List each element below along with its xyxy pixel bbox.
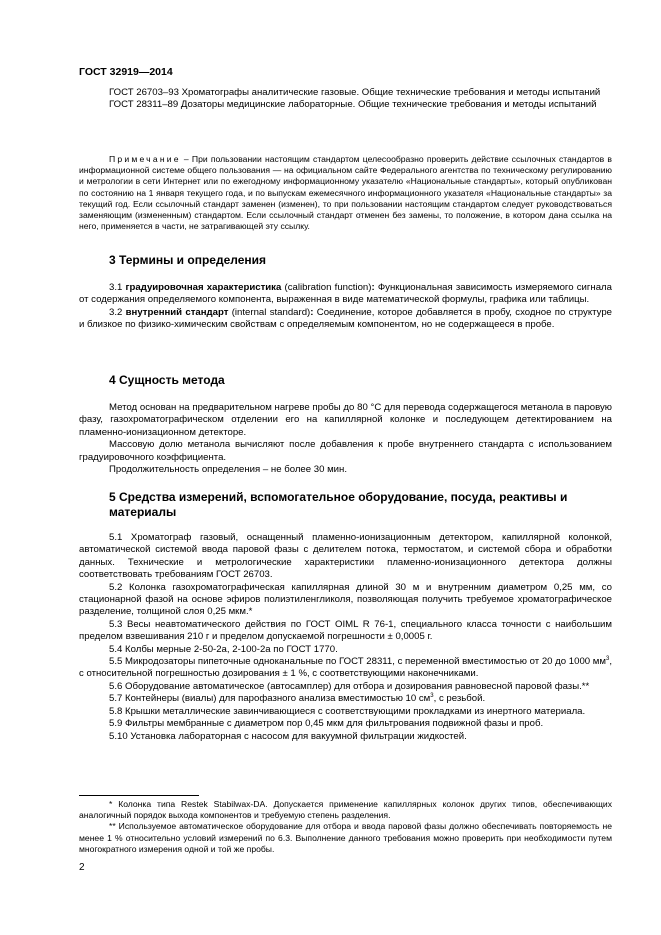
normative-references bbox=[79, 87, 612, 112]
term-number: 3.2 bbox=[109, 306, 126, 318]
note-paragraph bbox=[79, 154, 612, 232]
paragraph-text: 5.5 Микродозаторы пипеточные одноканальные по ГОСТ 28311, с переменной вместимостью от 20 до 1000 мм bbox=[109, 656, 606, 668]
paragraph: 5.2 Колонка газохроматографическая капиллярная длиной 30 м и внутренним диаметром 0,25 мм, со стационарной фазой на основе эфиров полиэтиленгликоля, позволяющая получить требуемое хроматографическое разделение, толщиной слоя 0,25 мкм.* bbox=[79, 581, 612, 618]
paragraph: 5.6 Оборудование автоматическое (автосамплер) для отбора и дозирования равновесной паровой фазы.** bbox=[109, 680, 590, 692]
term-number: 3.1 bbox=[109, 282, 126, 293]
footnote: * Колонка типа Restek Stabilwax-DA. Допускается применение капиллярных колонок других типов, обеспечивающих аналогичный порядок выхода компонентов и требуемую степень разделения. bbox=[79, 799, 612, 821]
term-text: Соединение, которое добавляется в пробу, сходное по структуре и близкое по физико-химическим свойствам с определяемым компонентом, но не содержащееся в пробе. bbox=[79, 306, 612, 331]
paragraph-text: , с резьбой. bbox=[433, 693, 486, 705]
paragraph: 5.10 Установка лабораторная с насосом для вакуумной фильтрации жидкостей. bbox=[109, 730, 467, 742]
section-3 bbox=[79, 253, 612, 332]
paragraph bbox=[79, 693, 612, 705]
term-colon: : bbox=[371, 282, 375, 293]
term-definition bbox=[79, 307, 612, 332]
term-name: градуировочная характеристика bbox=[125, 282, 282, 293]
paragraph: 5.9 Фильтры мембранные с диаметром пор 0,45 мкм для фильтрования подвижной фазы и проб. bbox=[109, 718, 544, 730]
term-name: внутренний стандарт bbox=[125, 306, 229, 318]
footnote: ** Используемое автоматическое оборудование для отбора и ввода паровой фазы должно обеспечивать повторяемость не менее 1 % относительно условий измерений по 6.3. Выполнение данного требования можно проверить при необходимости путем многократного измерения одной и той же пробы. bbox=[79, 821, 612, 854]
section-4 bbox=[79, 373, 612, 476]
paragraph: Продолжительность определения – не более 30 мин. bbox=[109, 464, 348, 476]
page-number: 2 bbox=[79, 862, 85, 873]
term-definition bbox=[79, 282, 612, 307]
reference-item: ГОСТ 26703–93 Хроматографы аналитические газовые. Общие технические требования и методы испытаний bbox=[109, 87, 601, 98]
paragraph bbox=[79, 656, 612, 681]
reference-item: ГОСТ 28311–89 Дозаторы медицинские лабораторные. Общие технические требования и методы испытаний bbox=[109, 99, 597, 111]
term-english: (internal standard) bbox=[228, 306, 311, 318]
note-block bbox=[79, 154, 612, 232]
standard-id: ГОСТ 32919—2014 bbox=[79, 66, 173, 78]
paragraph-text: , с относительной погрешностью дозирования ± 1 %, с соответствующими наконечниками. bbox=[79, 656, 612, 680]
paragraph: 5.3 Весы неавтоматического действия по ГОСТ OIML R 76-1, специального класса точности с наибольшим пределом взвешивания 210 г и пределом допускаемой погрешности ± 0,0005 г. bbox=[79, 618, 612, 643]
paragraph: 5.8 Крышки металлические завинчивающиеся с соответствующими прокладками из инертного материала. bbox=[109, 705, 586, 717]
term-text: Функциональная зависимость измеряемого сигнала от содержания определяемого компонента, выраженная в виде математической формулы, графика или таблицы. bbox=[79, 282, 612, 306]
paragraph-text: 5.7 Контейнеры (виалы) для парофазного анализа вместимостью 10 см bbox=[109, 693, 431, 705]
superscript: 3 bbox=[430, 693, 434, 700]
footnotes bbox=[79, 799, 612, 855]
note-label: Примечание bbox=[109, 154, 181, 164]
section-heading: 5 Средства измерений, вспомогательное оборудование, посуда, реактивы и материалы bbox=[109, 490, 568, 519]
paragraph: 5.1 Хроматограф газовый, оснащенный пламенно-ионизационным детектором, капиллярной колонкой, автоматической системой ввода паровой фазы с делителем потока, термостатом, и системой сбора и обработки данных. Технические и метрологические характеристики пламенно-ионизационного детектора должны соответствовать требованиям ГОСТ 26703. bbox=[79, 532, 612, 581]
paragraph: 5.4 Колбы мерные 2-50-2а, 2-100-2а по ГОСТ 1770. bbox=[109, 643, 338, 655]
footnote-divider bbox=[79, 795, 199, 796]
paragraph: Метод основан на предварительном нагреве пробы до 80 °С для перевода содержащегося метанола в паровую фазу, газохроматографическом отделении его на капиллярной колонке и последующем детектированием на пламенно-ионизационном детекторе. bbox=[79, 402, 612, 438]
term-english: (calibration function) bbox=[281, 282, 372, 293]
superscript: 3 bbox=[605, 655, 610, 662]
section-heading: 3 Термины и определения bbox=[109, 253, 267, 267]
term-colon: : bbox=[310, 306, 314, 318]
section-5 bbox=[79, 490, 612, 743]
note-text: – При пользовании настоящим стандартом целесообразно проверить действие ссылочных стандартов в информационной системе общего пользования — на официальном сайте Федерального агентства по техническому регулированию и метрологии в сети Интернет или по ежегодному информационному указателю «Национальные стандарты», который опубликован по состоянию на 1 января текущего года, и по выпускам ежемесячного информационного указателя «Национальные стандарты» за текущий год. Если ссылочный стандарт заменен (изменен), то при пользовании настоящим стандартом следует руководствоваться заменяющим (измененным) стандартом. Если ссылочный стандарт отменен без замены, то положение, в котором дана ссылка на него, применяется в части, не затрагивающей эту ссылку. bbox=[79, 154, 612, 232]
paragraph: Массовую долю метанола вычисляют после добавления к пробе внутреннего стандарта с использованием градуировочного коэффициента. bbox=[79, 439, 612, 463]
section-heading: 4 Сущность метода bbox=[109, 373, 225, 387]
